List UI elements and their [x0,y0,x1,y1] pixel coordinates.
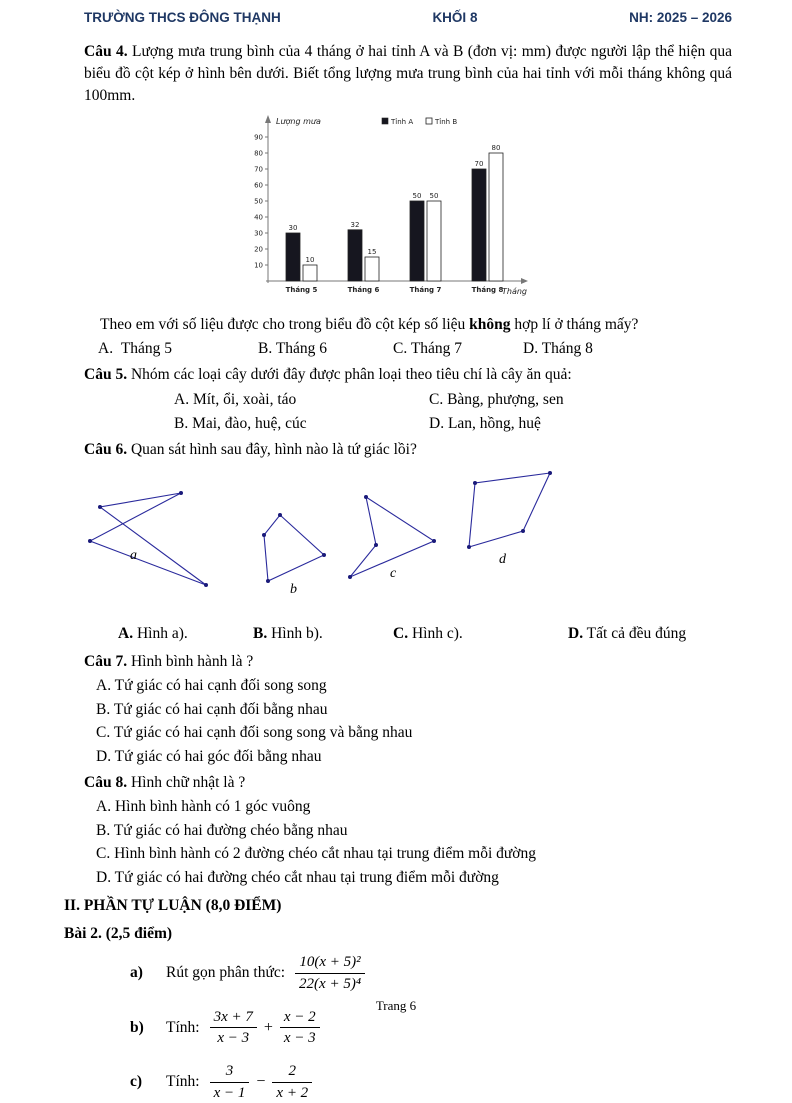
figure-label-a: a [130,547,137,563]
q4-statement [84,41,732,107]
item-b-lead: Tính: [166,1018,200,1036]
item-a-lead: Rút gọn phân thức: [166,964,286,982]
svg-text:60: 60 [254,181,263,190]
svg-text:Tỉnh B: Tỉnh B [435,118,458,126]
fraction-c2: $\frac{2}{x + 2}$ [272,1062,312,1103]
q6-options [118,623,732,645]
q6-option-c: C. Hình c). [393,624,463,642]
q7-option-a: A. Tứ giác có hai cạnh đối song song [96,677,327,695]
q5-text: Nhóm các loại cây dưới đây được phân loại theo tiêu chí là cây ăn quả: [127,366,572,384]
svg-text:Lượng mưa: Lượng mưa [276,117,321,126]
quadrilateral-figure-a [84,473,234,591]
fraction-a1: $\frac{\text{10(x + 5)²}}{\text{22(x + 5)⁴}}$ [295,953,365,994]
q7-label: Câu 7. [84,653,128,671]
bai2-item-c [130,1062,732,1103]
q8-text: Hình chữ nhật là ? [127,774,246,792]
q8-option-a: A. Hình bình hành có 1 góc vuông [96,798,311,816]
bai2-item-a [130,953,732,994]
q4-label: Câu 4. [84,43,128,60]
q8-option-d: D. Tứ giác có hai đường chéo cắt nhau tại trung điểm mỗi đường [96,868,499,886]
svg-text:Tỉnh A: Tỉnh A [391,118,414,126]
section-2-title: II. PHẦN TỰ LUẬN (8,0 ĐIỂM) [64,897,282,915]
q6-option-b: B. Hình b). [253,624,323,642]
page-number: Trang 6 [375,998,417,1013]
operator-c: − [256,1073,266,1091]
svg-text:70: 70 [254,165,263,174]
figure-label-d: d [499,551,506,567]
q4-option-b: B. Tháng 6 [258,340,328,357]
svg-text:Tháng 5: Tháng 5 [285,286,318,294]
svg-text:50: 50 [254,197,263,206]
item-b-key: b) [130,1018,144,1036]
svg-text:80: 80 [254,149,263,158]
q5-options [174,388,732,435]
svg-text:30: 30 [288,224,298,232]
svg-text:50: 50 [412,192,422,200]
svg-text:70: 70 [474,160,484,168]
q8-option-b: B. Tứ giác có hai đường chéo bằng nhau [96,821,348,839]
fraction-c1: $\frac{3}{x - 1}$ [210,1062,250,1103]
q8-option-c: C. Hình bình hành có 2 đường chéo cắt nhau tại trung điểm mỗi đường [96,845,536,863]
q5-option-d: D. Lan, hồng, huệ [429,414,541,432]
svg-text:Tháng 6: Tháng 6 [347,286,380,294]
svg-text:10: 10 [305,256,315,264]
header-school: TRƯỜNG THCS ĐÔNG THẠNH [84,10,281,25]
q7-option-d: D. Tứ giác có hai góc đối bằng nhau [96,747,322,765]
q4-question [100,314,732,336]
svg-text:50: 50 [429,192,439,200]
svg-text:Tháng 7: Tháng 7 [409,286,442,294]
operator-b: + [263,1018,273,1036]
figure-label-b: b [290,581,297,595]
fraction-b2: $\frac{x - 2}{x - 3}$ [280,1008,320,1049]
q4-question-bold: không [469,316,511,333]
q5-statement [84,364,732,386]
q6-option-d: D. Tất cả đều đúng [568,624,687,642]
q4-option-c: C. Tháng 7 [393,340,463,357]
q8-statement [84,772,732,794]
q8-options [96,796,732,889]
q5-option-c: C. Bàng, phượng, sen [429,391,564,409]
q7-option-b: B. Tứ giác có hai cạnh đối bằng nhau [96,700,328,718]
fraction-b1: $\frac{3x + 7}{x - 3}$ [210,1008,257,1049]
page-header [84,10,732,25]
svg-text:30: 30 [254,229,263,238]
q5-option-a: A. Mít, ổi, xoài, táo [174,391,297,409]
q4-question-post: hợp lí ở tháng mấy? [510,316,639,333]
header-year: NH: 2025 – 2026 [629,10,732,25]
q6-option-a: A. Hình a). [118,624,188,642]
quadrilateral-figure-c [346,493,441,583]
q6-text: Quan sát hình sau đây, hình nào là tứ giác lồi? [127,440,417,458]
q5-label: Câu 5. [84,366,128,384]
bai2-label: Bài 2. (2,5 điểm) [64,925,173,943]
q6-label: Câu 6. [84,440,128,458]
svg-text:Tháng 8: Tháng 8 [471,286,504,294]
header-grade: KHỐI 8 [432,10,478,25]
q7-options [96,675,732,768]
rainfall-chart-svg [234,111,534,307]
q4-question-pre: Theo em với số liệu được cho trong biểu đồ cột kép số liệu [100,316,470,333]
q4-options [98,338,732,360]
rainfall-chart [234,111,732,312]
quadrilateral-figure-d [465,467,560,569]
q4-option-a: A. Tháng 5 [98,340,173,357]
q7-option-c: C. Tứ giác có hai cạnh đối song song và bằng nhau [96,724,413,742]
item-c-lead: Tính: [166,1073,200,1091]
q4-option-d: D. Tháng 8 [523,340,593,357]
svg-text:32: 32 [350,220,360,229]
q4-text: Lượng mưa trung bình của 4 tháng ở hai tỉnh A và B (đơn vị: mm) được người lập thể hiện qua biểu đồ cột kép ở hình bên dưới. Biết tổng lượng mưa trung bình của hai tỉnh với mỗi tháng không quá 100mm. [84,43,732,104]
q6-figures [84,467,732,617]
svg-text:15: 15 [367,248,377,256]
q7-statement [84,651,732,673]
svg-text:40: 40 [254,213,263,222]
svg-text:Tháng: Tháng [501,287,527,296]
svg-text:20: 20 [254,245,263,254]
svg-text:80: 80 [491,144,501,152]
q6-statement [84,439,732,461]
item-a-key: a) [130,964,143,982]
quadrilateral-figure-b [256,511,338,595]
q8-label: Câu 8. [84,774,128,792]
q5-option-b: B. Mai, đào, huệ, cúc [174,414,307,432]
svg-text:90: 90 [254,133,263,142]
q7-text: Hình bình hành là ? [127,653,254,671]
svg-text:10: 10 [254,261,263,270]
figure-label-c: c [390,565,397,581]
item-c-key: c) [130,1073,143,1091]
